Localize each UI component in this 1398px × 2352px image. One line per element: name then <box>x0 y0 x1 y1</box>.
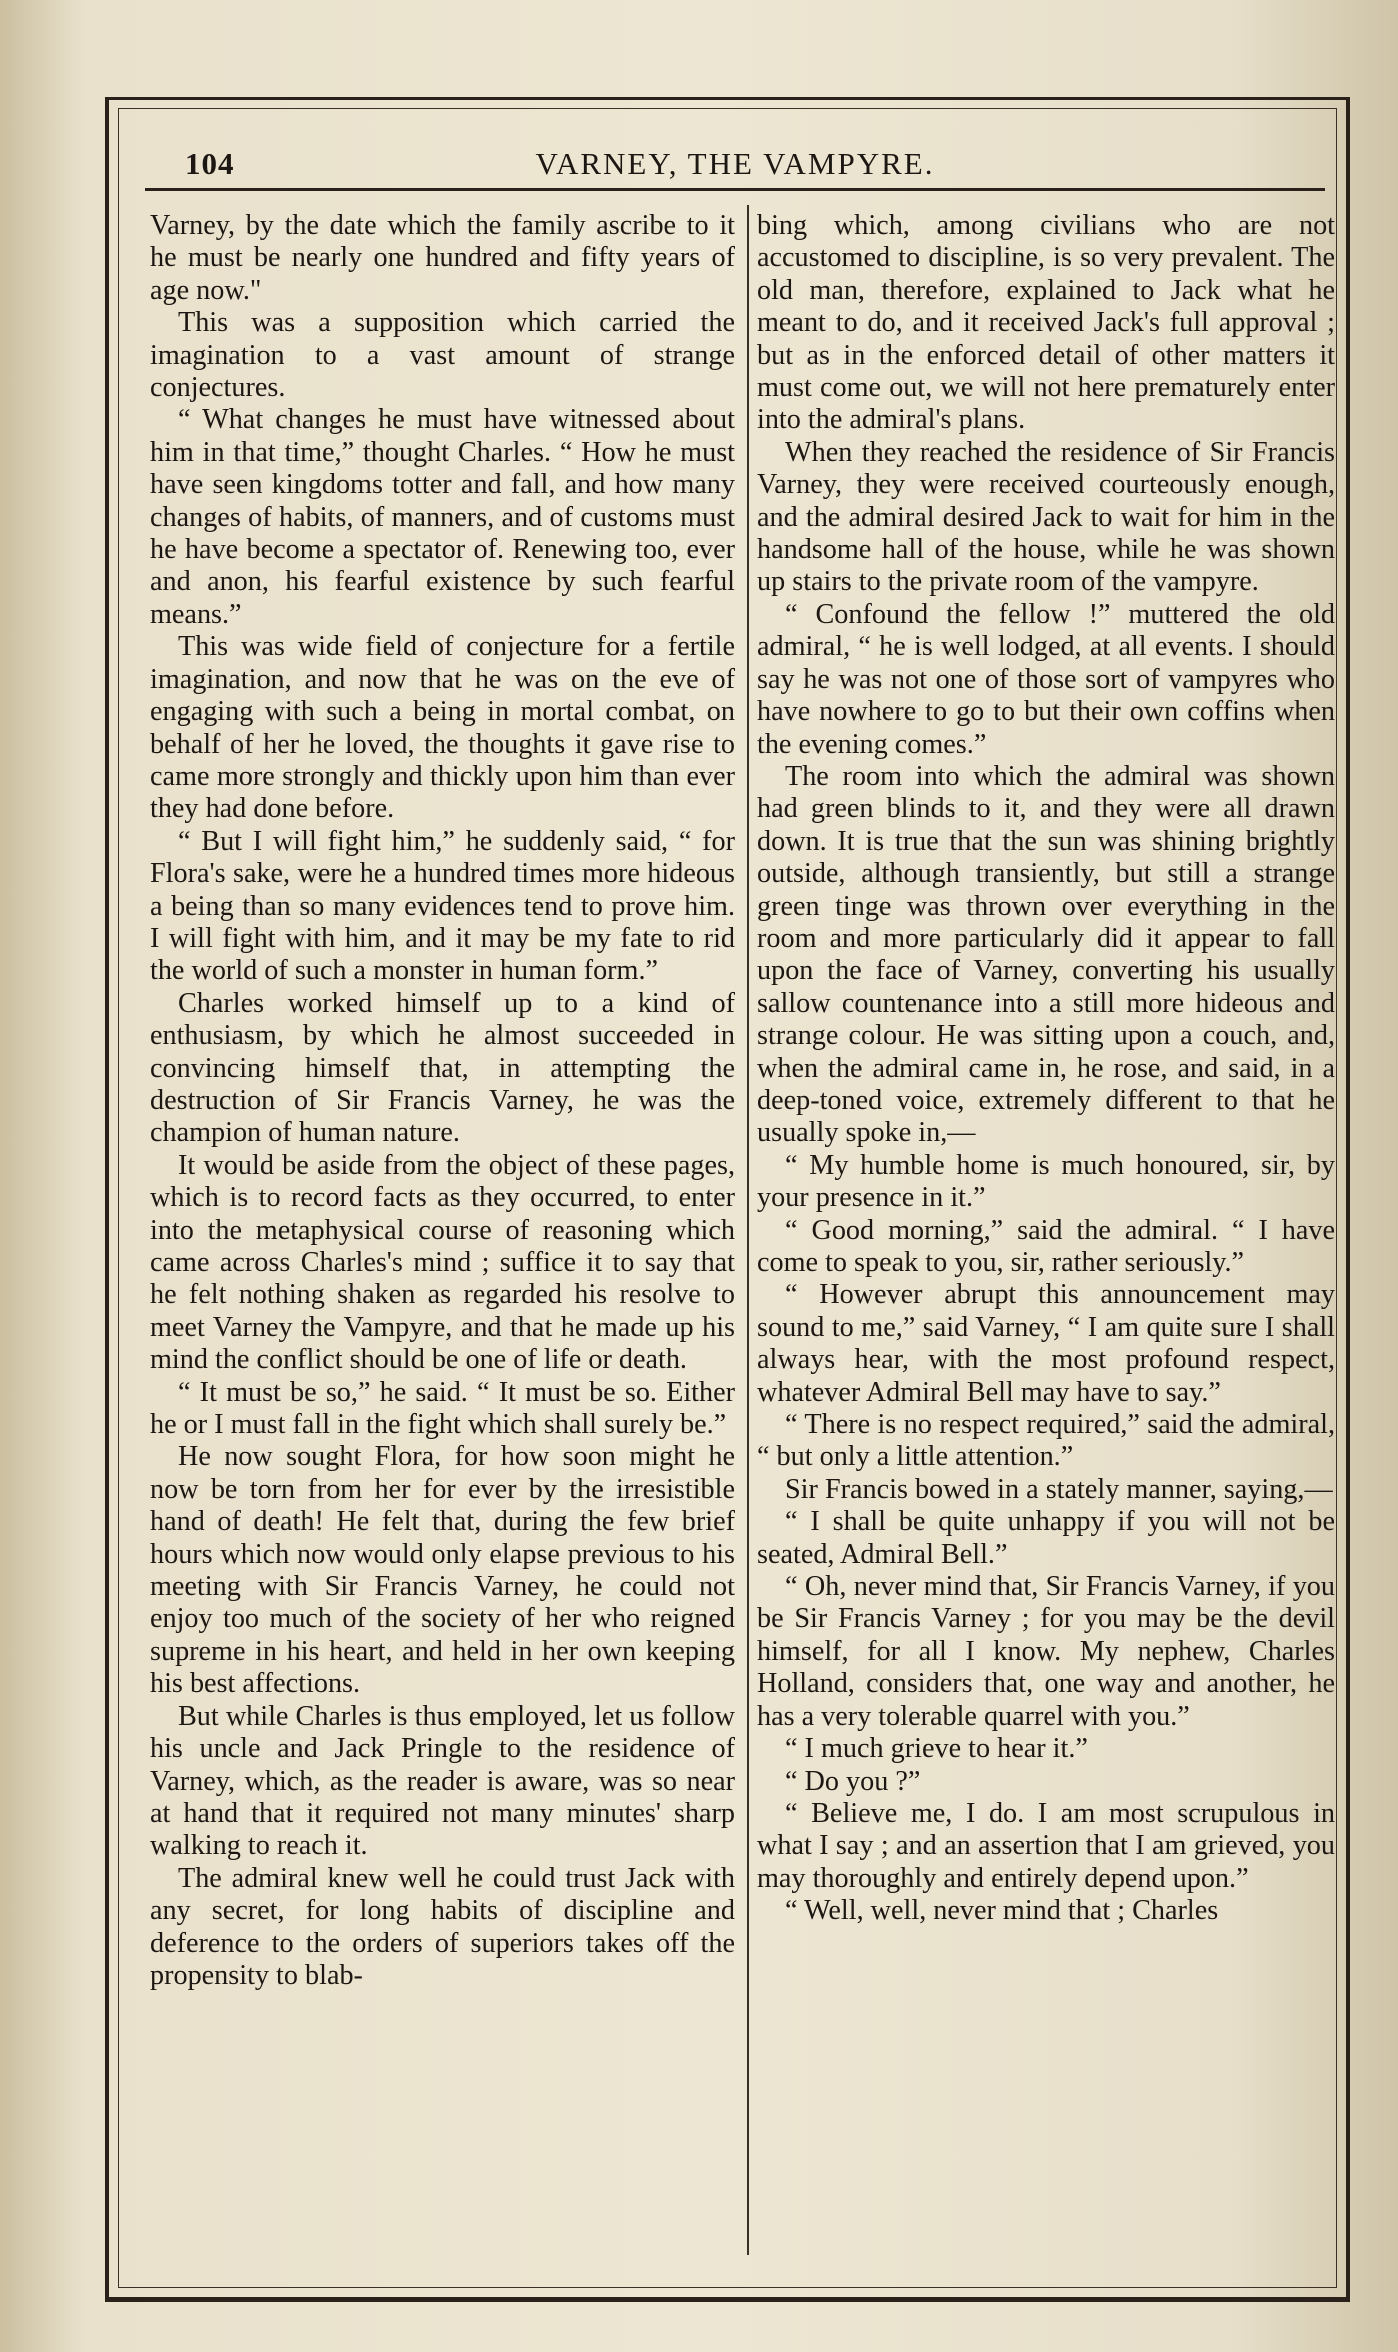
paragraph: “ But I will fight him,” he suddenly said, “ for Flora's sake, were he a hundred times more hideous a being than so many evidences tend to prove him. I will fight with him, and it may be my fate to rid the world of such a monster in human form.” <box>150 825 735 987</box>
paragraph: bing which, among civilians who are not accustomed to discipline, is so very prevalent. The old man, therefore, explained to Jack what he meant to do, and it received Jack's full approval ; but as in the enforced detail of other matters it must come out, we will not here prematurely enter into the admiral's plans. <box>757 210 1335 436</box>
paragraph: “ What changes he must have witnessed about him in that time,” thought Charles. “ How he must have seen kingdoms totter and fall, and how many changes of habits, of manners, and of customs must he have become a spectator of. Renewing too, ever and anon, his fearful existence by such fearful means.” <box>150 404 735 630</box>
paragraph: “ Oh, never mind that, Sir Francis Varney, if you be Sir Francis Varney ; for you may be the devil himself, for all I know. My nephew, Charles Holland, considers that, one way and another, he has a very tolerable quarrel with you.” <box>757 1571 1335 1732</box>
running-title: VARNEY, THE VAMPYRE. <box>535 146 935 181</box>
right-column <box>757 210 1335 2255</box>
paragraph: Charles worked himself up to a kind of enthusiasm, by which he almost succeeded in convincing himself that, in attempting the destruction of Sir Francis Varney, he was the champion of human nature. <box>150 987 735 1149</box>
paragraph: “ My humble home is much honoured, sir, by your presence in it.” <box>757 1149 1335 1214</box>
paragraph: He now sought Flora, for how soon might he now be torn from her for ever by the irresistible hand of death! He felt that, during the few brief hours which now would only elapse previous to his meeting with Sir Francis Varney, he could not enjoy too much of the society of her who reigned supreme in his heart, and held in her own keeping his best affections. <box>150 1441 735 1700</box>
left-column <box>150 210 735 2255</box>
paragraph: When they reached the residence of Sir Francis Varney, they were received courteously enough, and the admiral desired Jack to wait for him in the handsome hall of the house, while he was shown up stairs to the private room of the vampyre. <box>757 436 1335 598</box>
paragraph: This was wide field of conjecture for a fertile imagination, and now that he was on the eve of engaging with such a being in mortal combat, on behalf of her he loved, the thoughts it gave rise to came more strongly and thickly upon him than ever they had done before. <box>150 631 735 825</box>
paragraph: “ Confound the fellow !” muttered the old admiral, “ he is well lodged, at all events. I should say he was not one of those sort of vampyres who have nowhere to go to but their own coffins when the evening comes.” <box>757 598 1335 760</box>
paragraph: “ It must be so,” he said. “ It must be so. Either he or I must fall in the fight which shall surely be.” <box>150 1376 735 1441</box>
paragraph: “ There is no respect required,” said the admiral, “ but only a little attention.” <box>757 1409 1335 1473</box>
paragraph: It would be aside from the object of these pages, which is to record facts as they occurred, to enter into the metaphysical course of reasoning which came across Charles's mind ; suffice it to say that he felt nothing shaken as regarded his resolve to meet Varney the Vampyre, and that he made up his mind the conflict should be one of life or death. <box>150 1149 735 1376</box>
paragraph: This was a supposition which carried the imagination to a vast amount of strange conjectures. <box>150 307 735 404</box>
paragraph: “ I much grieve to hear it.” <box>785 1733 1088 1765</box>
header-rule <box>145 188 1325 191</box>
paragraph: “ Believe me, I do. I am most scrupulous in what I say ; and an assertion that I am grieved, you may thoroughly and entirely depend upon.” <box>757 1797 1335 1894</box>
paragraph: The room into which the admiral was shown had green blinds to it, and they were all drawn down. It is true that the sun was shining brightly outside, although transiently, but still a strange green tinge was thrown over everything in the room and more particularly did it appear to fall upon the face of Varney, converting his usually sallow countenance into a still more hideous and strange colour. He was sitting upon a couch, and, when the admiral came in, he rose, and said, in a deep-toned voice, extremely different to that he usually spoke in,— <box>757 760 1335 1149</box>
column-divider <box>747 205 749 2255</box>
page-number: 104 <box>185 146 235 181</box>
paragraph: “ Well, well, never mind that ; Charles <box>785 1895 1219 1927</box>
page-header <box>145 140 1325 184</box>
paragraph: The admiral knew well he could trust Jack with any secret, for long habits of discipline and deference to the orders of superiors takes off the propensity to blab- <box>150 1862 735 1991</box>
paragraph: But while Charles is thus employed, let us follow his uncle and Jack Pringle to the residence of Varney, which, as the reader is aware, was so near at hand that it required not many minutes' sharp walking to reach it. <box>150 1700 735 1862</box>
paragraph: “ However abrupt this announcement may sound to me,” said Varney, “ I am quite sure I shall always hear, with the most profound respect, whatever Admiral Bell may have to say.” <box>757 1279 1335 1408</box>
paragraph: “ Do you ?” <box>785 1765 921 1797</box>
paragraph: “ I shall be quite unhappy if you will not be seated, Admiral Bell.” <box>757 1506 1335 1570</box>
paragraph: Varney, by the date which the family ascribe to it he must be nearly one hundred and fifty years of age now." <box>150 210 735 306</box>
paragraph: Sir Francis bowed in a stately manner, saying,— <box>785 1473 1333 1505</box>
paragraph: “ Good morning,” said the admiral. “ I have come to speak to you, sir, rather seriously.” <box>757 1214 1335 1278</box>
